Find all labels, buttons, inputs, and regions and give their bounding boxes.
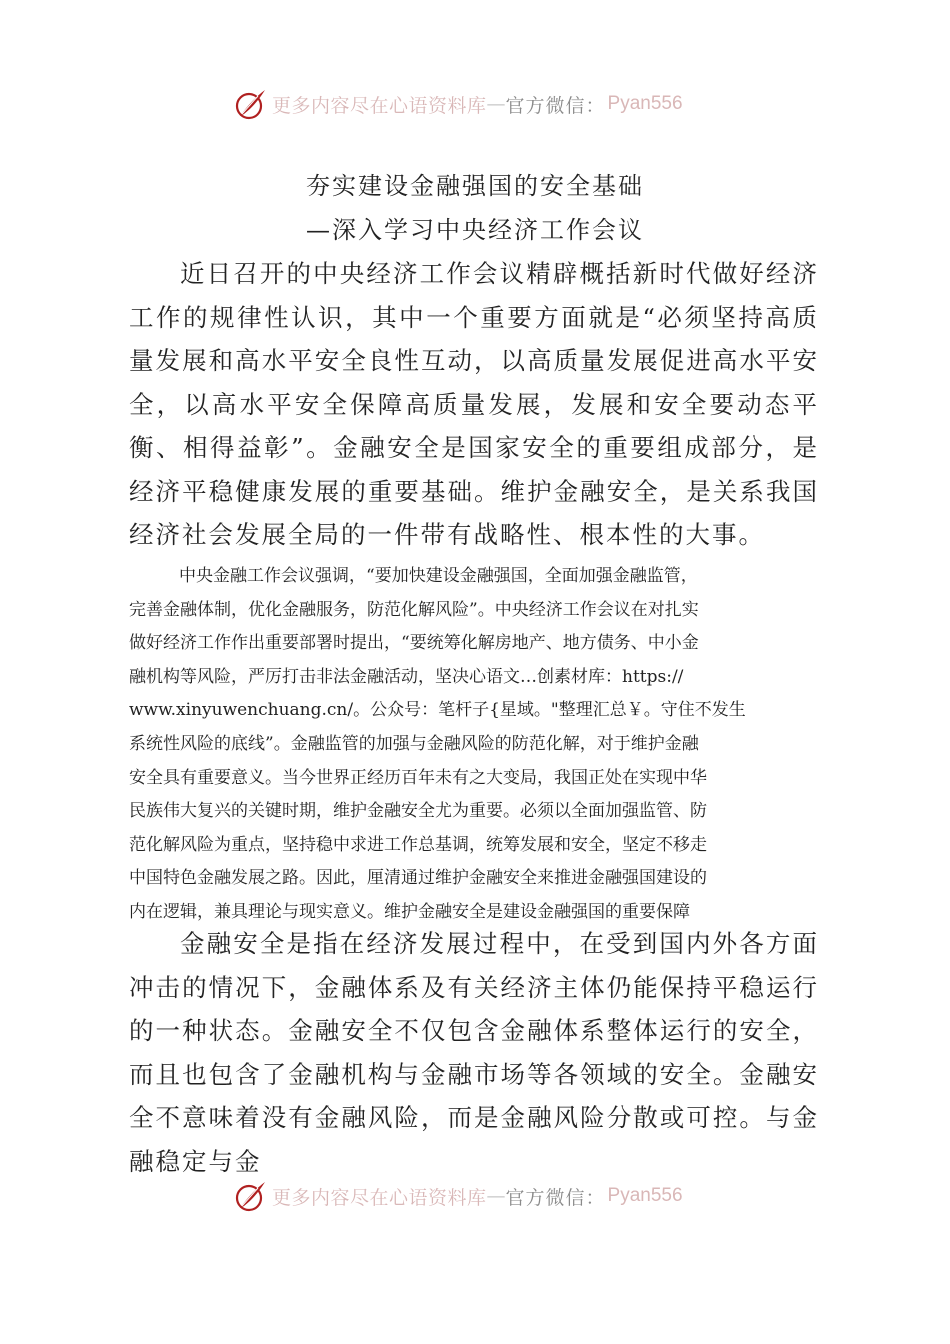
paragraph-2-line: 范化解风险为重点，坚持稳中求进工作总基调，统筹发展和安全，坚定不移走 xyxy=(129,834,707,855)
paragraph-2-line: 完善金融体制，优化金融服务，防范化解风险”。中央经济工作会议在对扎实 xyxy=(129,599,699,620)
banner-wechat-id: Pyan556 xyxy=(607,93,683,114)
quill-logo-icon xyxy=(232,86,268,122)
paragraph-2-line: 内在逻辑，兼具理论与现实意义。维护金融安全是建设金融强国的重要保障 xyxy=(129,901,690,922)
paragraph-2-line: 中国特色金融发展之路。因此，厘清通过维护金融安全来推进金融强国建设的 xyxy=(129,868,707,889)
header-watermark-banner xyxy=(232,84,752,124)
document-subtitle: —深入学习中央经济工作会议 xyxy=(306,216,644,244)
body-paragraph-1: 近日召开的中央经济工作会议精辟概括新时代做好经济工作的规律性认识，其中一个重要方面就是“必须坚持高质量发展和高水平安全良性互动，以高质量发展促进高水平安全，以高水平安全保障高质量发展，发展和安全要动态平衡、相得益彰”。金融安全是国家安全的重要组成部分，是经济平稳健康发展的重要基础。维护金融安全，是关系我国经济社会发展全局的一件带有战略性、根本性的大事。 xyxy=(129,259,819,549)
quill-logo-icon xyxy=(232,1178,268,1214)
banner-wechat-label: 官方微信： xyxy=(505,94,606,117)
footer-watermark-banner xyxy=(232,1176,752,1216)
banner-slogan: 更多内容尽在心语资料库 xyxy=(272,1186,487,1209)
document-title: 夯实建设金融强国的安全基础 xyxy=(306,172,644,200)
paragraph-2-line: 做好经济工作作出重要部署时提出，“要统筹化解房地产、地方债务、中小金 xyxy=(129,633,699,654)
body-paragraph-2 xyxy=(129,560,789,930)
banner-slogan: 更多内容尽在心语资料库 xyxy=(272,94,487,117)
paragraph-2-line: 系统性风险的底线”。金融监管的加强与金融风险的防范化解，对于维护金融 xyxy=(129,733,699,754)
banner-wechat-label: 官方微信： xyxy=(505,1186,606,1209)
banner-separator: — xyxy=(486,1185,506,1207)
paragraph-2-line: 安全具有重要意义。当今世界正经历百年未有之大变局，我国正处在实现中华 xyxy=(129,767,707,788)
paragraph-2-line: 融机构等风险，严厉打击非法金融活动，坚决心语文…创素材库：https:// xyxy=(129,666,684,687)
body-paragraph-3: 金融安全是指在经济发展过程中，在受到国内外各方面冲击的情况下，金融体系及有关经济主体仍能保持平稳运行的一种状态。金融安全不仅包含金融体系整体运行的安全，而且也包含了金融机构与金融市场等各领域的安全。金融安全不意味着没有金融风险，而是金融风险分散或可控。与金融稳定与金 xyxy=(129,929,819,1176)
banner-wechat-id: Pyan556 xyxy=(607,1185,683,1206)
paragraph-2-line: 中央金融工作会议强调，“要加快建设金融强国，全面加强金融监管， xyxy=(179,566,698,586)
paragraph-2-line: www.xinyuwenchuang.cn/。公众号：笔杆子{星域。"整理汇总￥。守住不发生 xyxy=(129,700,746,721)
banner-separator: — xyxy=(486,93,506,115)
paragraph-2-line: 民族伟大复兴的关键时期，维护金融安全尤为重要。必须以全面加强监管、防 xyxy=(129,801,707,822)
